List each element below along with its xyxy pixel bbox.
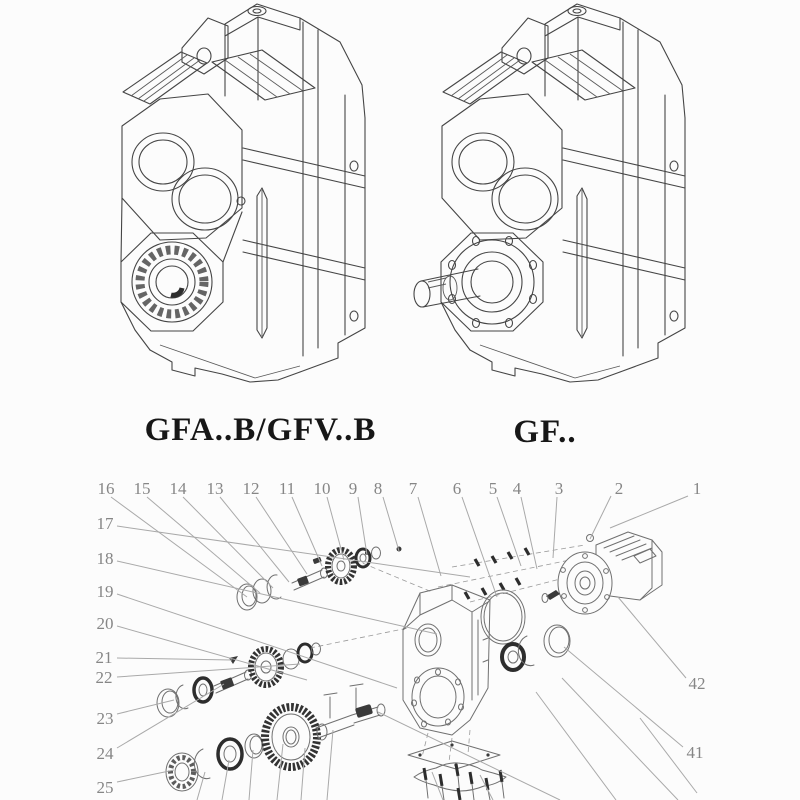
leader-line-42 <box>618 597 686 678</box>
part-number-7: 7 <box>408 479 418 498</box>
input-shaft-assembly <box>237 547 402 611</box>
leader-line-21 <box>117 658 232 660</box>
part-number-17: 17 <box>96 514 114 533</box>
part-number-1: 1 <box>692 479 702 498</box>
part-number-2: 2 <box>614 479 624 498</box>
part-number-21: 21 <box>95 648 113 667</box>
leader-line-2 <box>590 496 611 539</box>
part-number-12: 12 <box>242 479 260 498</box>
leader-line-41 <box>564 647 683 747</box>
model-label-gf: GF.. <box>513 414 577 450</box>
part-number-20: 20 <box>96 614 114 633</box>
exploded-view-drawing <box>96 479 706 800</box>
leader-line-3 <box>553 497 557 558</box>
part-number-25: 25 <box>96 778 114 797</box>
part-number-3: 3 <box>554 479 564 498</box>
part-number-24: 24 <box>96 744 114 763</box>
leader-line-4 <box>521 497 537 569</box>
leader-line-7 <box>418 497 441 576</box>
callout-layer <box>96 479 706 797</box>
leader-line-11 <box>292 497 322 566</box>
motor-assembly <box>542 532 662 614</box>
leader-line-18 <box>117 561 437 634</box>
leader-line-17 <box>117 526 470 577</box>
part-number-16: 16 <box>97 479 115 498</box>
leader-line-23 <box>117 700 174 714</box>
part-number-4: 4 <box>512 479 522 498</box>
hollow-shaft-gearbox-drawing <box>121 4 365 382</box>
part-number-13: 13 <box>206 479 224 498</box>
part-number-10: 10 <box>313 479 331 498</box>
part-number-22: 22 <box>95 668 113 687</box>
leader-line-24 <box>117 684 224 748</box>
part-number-41: 41 <box>686 743 704 762</box>
part-number-8: 8 <box>373 479 383 498</box>
leader-line-1 <box>610 496 688 528</box>
part-number-11: 11 <box>278 479 296 498</box>
part-number-9: 9 <box>348 479 358 498</box>
leader-line-16 <box>111 497 247 597</box>
part-number-42: 42 <box>688 674 706 693</box>
leader-line-8 <box>383 497 399 551</box>
part-number-15: 15 <box>133 479 151 498</box>
model-label-gfa-gfv: GFA..B/GFV..B <box>144 412 377 448</box>
leader-line-25 <box>117 770 174 782</box>
part-number-14: 14 <box>169 479 187 498</box>
leader-line-6 <box>462 497 497 597</box>
leader-line-12 <box>256 497 307 574</box>
motor-adapter-rings <box>481 590 570 670</box>
gear-housing <box>403 585 490 735</box>
part-number-23: 23 <box>96 709 114 728</box>
leader-line-9 <box>358 497 367 555</box>
intermediate-shaft-assembly <box>157 643 363 718</box>
leader-line-20 <box>117 626 307 680</box>
output-shaft-assembly <box>166 704 385 791</box>
part-number-18: 18 <box>96 549 114 568</box>
part-number-6: 6 <box>452 479 462 498</box>
leader-line-15 <box>147 497 260 593</box>
part-number-5: 5 <box>488 479 498 498</box>
part-number-19: 19 <box>96 582 114 601</box>
solid-shaft-gearbox-drawing <box>414 4 685 382</box>
leader-line-10 <box>327 497 344 560</box>
